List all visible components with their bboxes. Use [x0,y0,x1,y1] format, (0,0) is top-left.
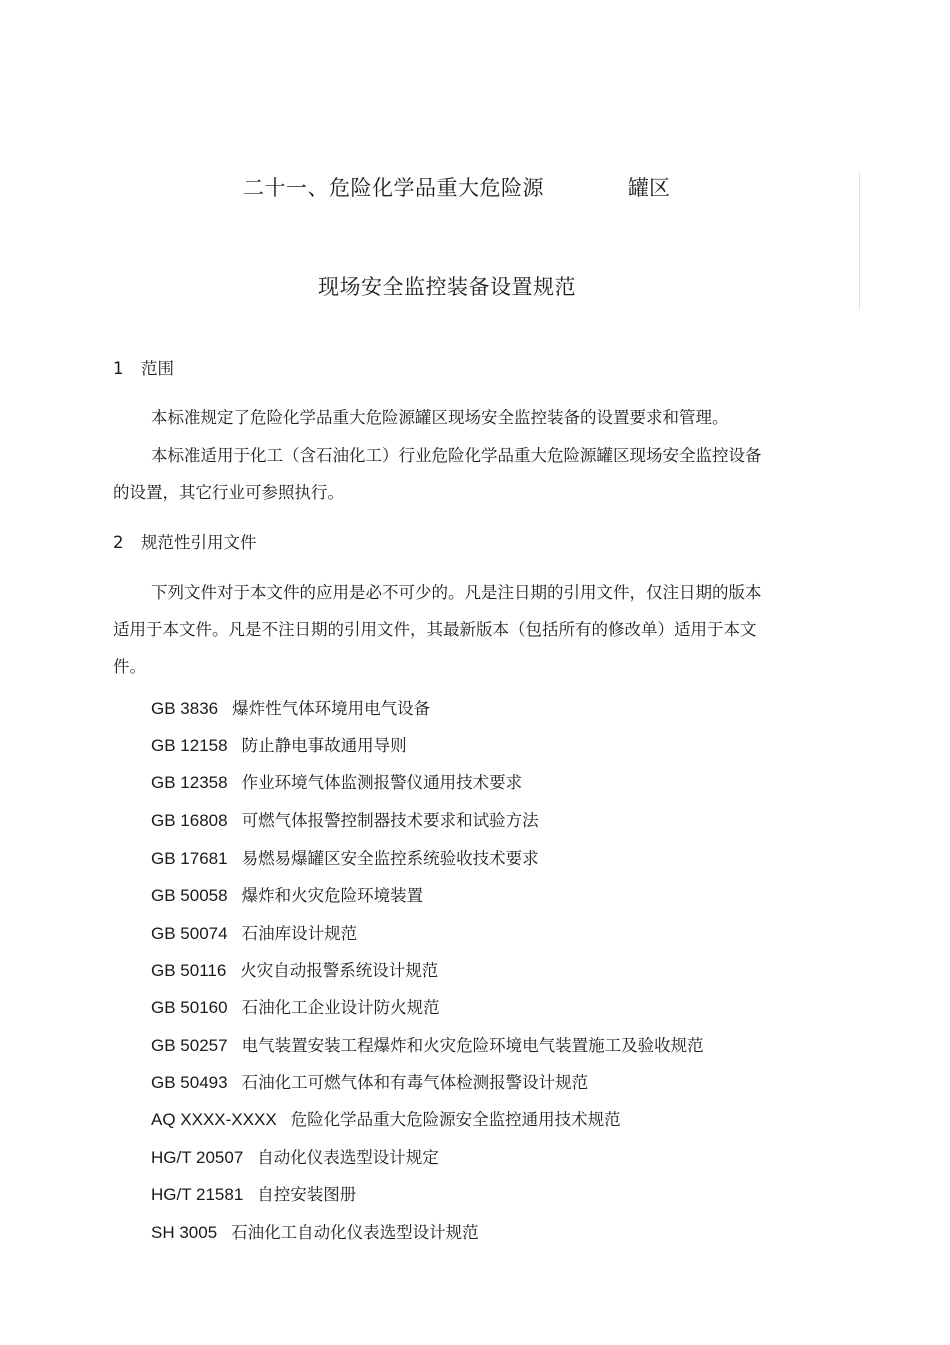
reference-item [151,994,440,1018]
section-1-para-2-line-2: 的设置，其它行业可参照执行。 [113,483,344,502]
page-subtitle: 现场安全监控装备设置规范 [318,275,576,299]
reference-item [151,1219,479,1243]
reference-item [151,769,522,793]
page-title-line1-suffix: 罐区 [628,176,670,200]
reference-code: SH 3005 [151,1223,218,1242]
reference-item [151,1144,439,1168]
section-1-title: 范围 [141,359,174,378]
reference-item [151,882,423,906]
reference-code: HG/T 21581 [151,1185,244,1204]
reference-code: GB 50257 [151,1036,228,1055]
reference-title: 作业环境气体监测报警仪通用技术要求 [241,773,523,792]
section-1-heading [113,359,174,379]
margin-rule [859,172,860,310]
reference-item [151,1069,588,1093]
reference-item [151,807,539,831]
reference-title: 危险化学品重大危险源安全监控通用技术规范 [290,1110,621,1129]
reference-title: 火灾自动报警系统设计规范 [240,961,439,980]
section-1-para-2-line-1: 本标准适用于化工（含石油化工）行业危险化学品重大危险源罐区现场安全监控设备 [151,446,762,465]
reference-code: GB 16808 [151,811,228,830]
section-2-title: 规范性引用文件 [141,533,257,552]
reference-title: 防止静电事故通用导则 [241,736,407,755]
reference-title: 石油化工企业设计防火规范 [241,998,440,1017]
reference-title: 爆炸性气体环境用电气设备 [232,699,431,718]
reference-code: GB 17681 [151,849,228,868]
reference-item [151,1181,356,1205]
reference-code: GB 50074 [151,924,228,943]
reference-code: GB 12358 [151,773,228,792]
section-1-para-1: 本标准规定了危险化学品重大危险源罐区现场安全监控装备的设置要求和管理。 [151,408,729,427]
section-1-number: 1 [113,359,124,378]
reference-code: HG/T 20507 [151,1148,244,1167]
reference-item [151,957,438,981]
reference-title: 易燃易爆罐区安全监控系统验收技术要求 [241,849,539,868]
reference-title: 自控安装图册 [257,1185,357,1204]
reference-item [151,732,407,756]
section-2-para-line-2: 适用于本文件。凡是不注日期的引用文件，其最新版本（包括所有的修改单）适用于本文 [113,620,757,639]
reference-title: 爆炸和火灾危险环境装置 [241,886,424,905]
reference-title: 电气装置安装工程爆炸和火灾危险环境电气装置施工及验收规范 [241,1036,704,1055]
reference-code: GB 3836 [151,699,219,718]
section-2-para-line-3: 件。 [113,657,146,676]
reference-code: GB 50160 [151,998,228,1017]
reference-title: 石油库设计规范 [241,924,358,943]
reference-item [151,920,357,944]
reference-item [151,845,539,869]
reference-title: 石油化工可燃气体和有毒气体检测报警设计规范 [241,1073,589,1092]
section-2-para-line-1: 下列文件对于本文件的应用是必不可少的。凡是注日期的引用文件，仅注日期的版本 [151,583,762,602]
reference-item [151,1106,621,1130]
section-2-heading [113,533,257,553]
reference-item [151,1032,704,1056]
reference-item [151,695,430,719]
reference-code: GB 50493 [151,1073,228,1092]
reference-code: GB 50058 [151,886,228,905]
reference-code: GB 50116 [151,961,227,980]
reference-code: AQ XXXX-XXXX [151,1110,277,1129]
page-title-line1: 二十一、危险化学品重大危险源 [243,176,544,200]
reference-title: 自动化仪表选型设计规定 [257,1148,439,1167]
reference-title: 石油化工自动化仪表选型设计规范 [231,1223,479,1242]
section-2-number: 2 [113,533,124,552]
reference-code: GB 12158 [151,736,228,755]
reference-title: 可燃气体报警控制器技术要求和试验方法 [241,811,539,830]
